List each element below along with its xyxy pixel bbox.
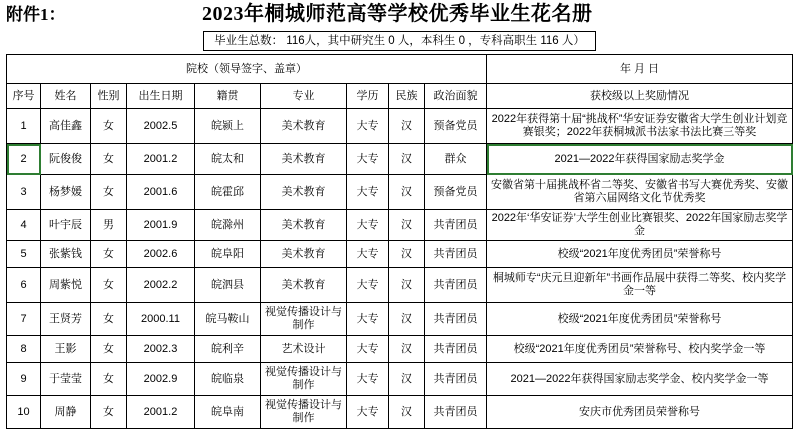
cell-major: 美术教育	[261, 144, 347, 175]
cell-no: 10	[7, 396, 41, 429]
cell-origin: 皖阜南	[195, 396, 261, 429]
cell-origin: 皖太和	[195, 144, 261, 175]
cell-ethnic: 汉	[389, 268, 425, 303]
col-gender: 性别	[91, 84, 127, 109]
cell-gender: 女	[91, 268, 127, 303]
col-award: 获校级以上奖励情况	[487, 84, 793, 109]
cell-award: 校级“2021年度优秀团员”荣誉称号	[487, 303, 793, 336]
cell-birth: 2002.9	[127, 363, 195, 396]
cell-birth: 2002.2	[127, 268, 195, 303]
cell-political: 群众	[425, 144, 487, 175]
cell-gender: 女	[91, 303, 127, 336]
cell-major: 艺术设计	[261, 336, 347, 363]
cell-no[interactable]: 2	[7, 144, 41, 175]
cell-award: 校级“2021年度优秀团员”荣誉称号、校内奖学金一等	[487, 336, 793, 363]
cell-no: 1	[7, 109, 41, 144]
cell-ethnic: 汉	[389, 241, 425, 268]
page-title: 2023年桐城师范高等学校优秀毕业生花名册	[66, 0, 799, 26]
cell-degree: 大专	[347, 363, 389, 396]
cell-award: 安徽省第十届挑战杯省二等奖、安徽省书写大赛优秀奖、安徽省第六届网络文化节优秀奖	[487, 175, 793, 210]
cell-gender: 女	[91, 109, 127, 144]
cell-political: 预备党员	[425, 175, 487, 210]
cell-degree: 大专	[347, 210, 389, 241]
table-row	[7, 109, 793, 144]
cell-no: 7	[7, 303, 41, 336]
table-row	[7, 175, 793, 210]
cell-degree: 大专	[347, 109, 389, 144]
cell-birth: 2000.11	[127, 303, 195, 336]
cell-political: 共青团员	[425, 336, 487, 363]
cell-name: 王影	[41, 336, 91, 363]
cell-gender: 女	[91, 363, 127, 396]
table-column-header-row	[7, 84, 793, 109]
cell-name: 于莹莹	[41, 363, 91, 396]
cell-gender: 女	[91, 241, 127, 268]
col-name: 姓名	[41, 84, 91, 109]
cell-birth: 2002.3	[127, 336, 195, 363]
col-ethnic: 民族	[389, 84, 425, 109]
cell-political: 共青团员	[425, 268, 487, 303]
cell-no: 6	[7, 268, 41, 303]
table-header-school-row	[7, 55, 793, 84]
cell-gender: 女	[91, 396, 127, 429]
cell-ethnic: 汉	[389, 144, 425, 175]
cell-ethnic: 汉	[389, 175, 425, 210]
col-no: 序号	[7, 84, 41, 109]
table-row	[7, 210, 793, 241]
col-political: 政治面貌	[425, 84, 487, 109]
cell-birth: 2001.2	[127, 144, 195, 175]
table-row	[7, 363, 793, 396]
cell-political: 共青团员	[425, 363, 487, 396]
cell-origin: 皖临泉	[195, 363, 261, 396]
cell-degree: 大专	[347, 175, 389, 210]
cell-political: 共青团员	[425, 210, 487, 241]
cell-political: 共青团员	[425, 303, 487, 336]
table-row	[7, 268, 793, 303]
attachment-label: 附件1：	[6, 0, 66, 26]
cell-origin: 皖泗县	[195, 268, 261, 303]
cell-origin: 皖利辛	[195, 336, 261, 363]
cell-degree: 大专	[347, 241, 389, 268]
col-origin: 籍贯	[195, 84, 261, 109]
cell-political: 共青团员	[425, 396, 487, 429]
cell-birth: 2001.2	[127, 396, 195, 429]
cell-name: 张紫钱	[41, 241, 91, 268]
cell-origin: 皖颍上	[195, 109, 261, 144]
cell-award[interactable]: 2021—2022年获得国家励志奖学金	[487, 144, 793, 175]
graduate-summary: 毕业生总数： 116人，其中研究生 0 人，本科生 0 ，专科高职生 116 人）	[203, 31, 596, 51]
date-label: 年 月 日	[487, 55, 793, 84]
cell-degree: 大专	[347, 268, 389, 303]
table-row	[7, 241, 793, 268]
cell-degree: 大专	[347, 303, 389, 336]
cell-no: 4	[7, 210, 41, 241]
cell-major: 美术教育	[261, 268, 347, 303]
cell-name: 叶宇辰	[41, 210, 91, 241]
cell-award: 2022年‘华安证券’大学生创业比赛银奖、2022年国家励志奖学金	[487, 210, 793, 241]
cell-major: 美术教育	[261, 210, 347, 241]
cell-origin: 皖霍邱	[195, 175, 261, 210]
table-row	[7, 303, 793, 336]
cell-birth: 2001.6	[127, 175, 195, 210]
cell-name: 阮俊俊	[41, 144, 91, 175]
cell-origin: 皖滁州	[195, 210, 261, 241]
cell-gender: 女	[91, 144, 127, 175]
title-row	[0, 0, 799, 30]
cell-no: 5	[7, 241, 41, 268]
cell-major: 美术教育	[261, 175, 347, 210]
cell-ethnic: 汉	[389, 109, 425, 144]
cell-name: 周紫悦	[41, 268, 91, 303]
cell-ethnic: 汉	[389, 303, 425, 336]
cell-ethnic: 汉	[389, 336, 425, 363]
cell-degree: 大专	[347, 336, 389, 363]
cell-ethnic: 汉	[389, 396, 425, 429]
cell-name: 高佳鑫	[41, 109, 91, 144]
cell-major: 视觉传播设计与制作	[261, 396, 347, 429]
cell-no: 8	[7, 336, 41, 363]
cell-degree: 大专	[347, 396, 389, 429]
cell-award: 安庆市优秀团员荣誉称号	[487, 396, 793, 429]
cell-award: 校级“2021年度优秀团员”荣誉称号	[487, 241, 793, 268]
roster-table	[6, 54, 793, 429]
cell-name: 周静	[41, 396, 91, 429]
cell-degree: 大专	[347, 144, 389, 175]
col-major: 专业	[261, 84, 347, 109]
cell-gender: 女	[91, 336, 127, 363]
cell-award: 2021—2022年获得国家励志奖学金、校内奖学金一等	[487, 363, 793, 396]
table-row	[7, 336, 793, 363]
cell-birth: 2001.9	[127, 210, 195, 241]
cell-major: 视觉传播设计与制作	[261, 303, 347, 336]
cell-ethnic: 汉	[389, 210, 425, 241]
cell-award: 2022年获得第十届“挑战杯”华安证券安徽省大学生创业计划竞赛银奖；2022年获桐城派书法家书法比赛三等奖	[487, 109, 793, 144]
cell-name: 杨梦媛	[41, 175, 91, 210]
cell-award: 桐城师专“庆元旦迎新年”书画作品展中获得二等奖、校内奖学金一等	[487, 268, 793, 303]
cell-major: 美术教育	[261, 241, 347, 268]
cell-gender: 男	[91, 210, 127, 241]
cell-no: 3	[7, 175, 41, 210]
cell-major: 美术教育	[261, 109, 347, 144]
school-signature-label: 院校（领导签字、盖章）	[7, 55, 487, 84]
col-birth: 出生日期	[127, 84, 195, 109]
cell-political: 共青团员	[425, 241, 487, 268]
col-degree: 学历	[347, 84, 389, 109]
cell-political: 预备党员	[425, 109, 487, 144]
cell-gender: 女	[91, 175, 127, 210]
table-row	[7, 144, 793, 175]
summary-row	[0, 30, 799, 52]
cell-no: 9	[7, 363, 41, 396]
cell-major: 视觉传播设计与制作	[261, 363, 347, 396]
cell-ethnic: 汉	[389, 363, 425, 396]
cell-birth: 2002.6	[127, 241, 195, 268]
cell-origin: 皖马鞍山	[195, 303, 261, 336]
cell-name: 王贤芳	[41, 303, 91, 336]
cell-origin: 皖阜阳	[195, 241, 261, 268]
cell-birth: 2002.5	[127, 109, 195, 144]
